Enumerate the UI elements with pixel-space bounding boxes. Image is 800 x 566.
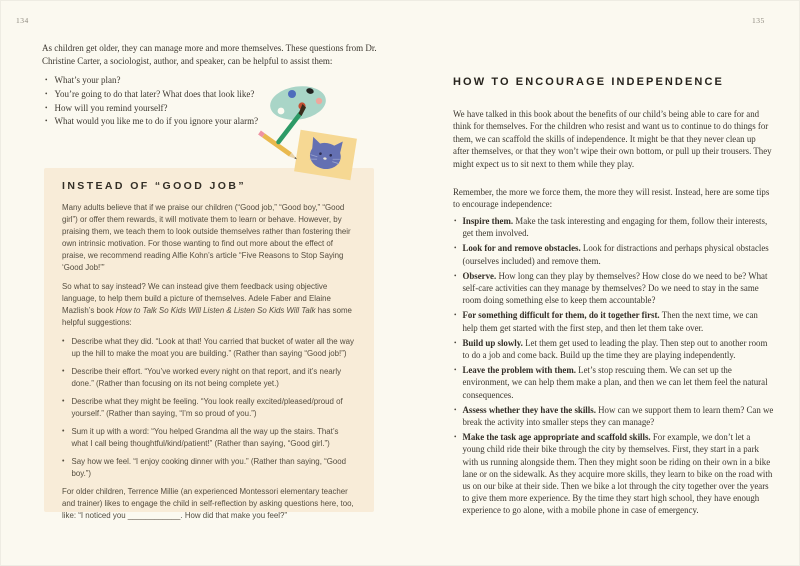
- tip-text: [462, 364, 774, 401]
- tip-text: [462, 242, 774, 266]
- tip-lead: Inspire them.: [462, 216, 514, 226]
- page-number-left: 134: [16, 16, 29, 25]
- instead-of-good-job-box: [44, 168, 374, 520]
- tip-lead: For something difficult for them, do it together first.: [462, 310, 660, 321]
- tip-body: How long can they play by themselves? How close do we need to be? What self-care activities can they manage by themselves? Do we need to stay in the same room doing something else to keep them accountable?: [462, 270, 768, 306]
- bullet-icon: •: [454, 405, 457, 414]
- list-item: [454, 404, 774, 428]
- list-item: [62, 396, 355, 420]
- box-closing-paragraph: For older children, Terrence Millie (an experienced Montessori elementary teacher and trainer) likes to engage the child in self-reflection by asking questions here, too, like: “I noticed you ____________. How did that make you feel?”: [62, 487, 354, 520]
- bullet-icon: •: [62, 368, 65, 375]
- tip-text: [462, 404, 774, 428]
- bullet-icon: •: [62, 458, 65, 465]
- tip-text: [462, 309, 774, 333]
- bullet-icon: •: [454, 217, 457, 225]
- bullet-icon: •: [454, 271, 457, 280]
- tips-list: [454, 215, 774, 520]
- tip-lead: Make the task age appropriate and scaffold skills.: [462, 432, 651, 443]
- questions-list: [45, 74, 258, 129]
- list-item: [454, 431, 774, 516]
- bullet-icon: •: [62, 398, 65, 405]
- suggestion-text: Sum it up with a word: “You helped Grandma all the way up the stairs. That’s what I call being thoughtful/kind/patient!” (Rather than saying, “Good girl.”): [71, 427, 339, 448]
- box-title: INSTEAD OF “GOOD JOB”: [62, 180, 246, 192]
- box-paragraph: Many adults believe that if we praise our children (“Good job,” “Good boy,” “Good girl”) or offer them rewards, it will motivate them to learn or behave. However, by praising them, we teach them to look outside themselves rather than fostering their own intrinsic motivation. For those wanting to find out more about the effect of praise, we recommend reading Alfie Kohn’s article “Five Reasons to Stop Saying ‘Good Job!’”: [62, 203, 351, 272]
- pencil-icon: [258, 131, 298, 162]
- tip-body: Look for distractions and perhaps physical obstacles (ourselves included) and remove them.: [462, 243, 769, 266]
- left-intro-paragraph: As children get older, they can manage more and more themselves. These questions from Dr. Christine Carter, a sociologist, author, and speaker, can be helpful to assist them:: [42, 43, 377, 67]
- list-item: [62, 426, 355, 450]
- bullet-icon: •: [454, 338, 457, 347]
- right-paragraph-2: Remember, the more we force them, the more they will resist. Instead, here are some tips to encourage independence:: [453, 187, 770, 210]
- bullet-icon: •: [62, 428, 65, 435]
- question-text: What would you like me to do if you ignore your alarm?: [54, 116, 259, 127]
- question-text: How will you remind yourself?: [54, 102, 168, 113]
- list-item: [62, 336, 355, 360]
- list-item: [62, 366, 355, 390]
- bullet-icon: •: [45, 89, 48, 98]
- art-supplies-illustration: [245, 80, 365, 195]
- list-item: [45, 88, 258, 102]
- cat-drawing-icon: [294, 130, 357, 180]
- right-paragraph-1: We have talked in this book about the benefits of our child’s being able to care for and think for themselves. For the children who resist and want us to continue to do things for them, we can scaffold the skills of independence. It might be that they never clean up after themselves, or that they won’t wipe their own bottom, or pull up their trousers. They might expect us to sit next to them while they play.: [453, 109, 772, 169]
- tip-body: How can we support them to learn them? Can we break the activity into smaller steps they can manage?: [462, 404, 774, 428]
- bullet-icon: •: [454, 311, 457, 320]
- list-item: [454, 242, 774, 266]
- box-paragraph: [62, 281, 355, 329]
- tip-body: Let them get used to leading the play. Then step out to another room to do a job and come back. Build up the time they are playing independently.: [462, 337, 768, 361]
- suggestion-text: Describe what they did. “Look at that! You carried that bucket of water all the way up the hill to make the moat you are building.” (Rather than saying “Good job!”): [71, 337, 354, 358]
- bullet-icon: •: [45, 76, 48, 84]
- list-item: [45, 115, 258, 129]
- tip-text: [462, 215, 774, 239]
- tip-text: [462, 337, 774, 361]
- question-text: You’re going to do that later? What does that look like?: [54, 88, 255, 99]
- bullet-icon: •: [45, 103, 48, 112]
- list-item: [45, 74, 258, 88]
- bullet-icon: •: [454, 244, 457, 253]
- bullet-icon: •: [62, 338, 65, 345]
- bullet-icon: •: [454, 366, 457, 375]
- list-item: [454, 215, 774, 239]
- tip-text: [462, 270, 774, 307]
- bullet-icon: •: [45, 117, 48, 126]
- list-item: [454, 364, 774, 401]
- book-title-italic: How to Talk So Kids Will Listen & Listen So Kids Will Talk: [115, 306, 316, 315]
- suggestion-text: Describe their effort. “You’ve worked every night on that report, and it’s nearly done.” (Rather than focusing on its not being complete yet.): [71, 367, 342, 388]
- tip-body: For example, we don’t let a young child ride their bike through the city by themselves. First, they start in a park with us running alongside them. Then they might soon be riding on their own in a bike lane or on the sidewalk. As they acquire more skills, they learn to bike on the road with us on our bike at their side. Then we bike a lot through the city together over the years to give them more experience. By the time they start high school, they have enough experience to go alone, with a mobile phone in case of emergency.: [462, 432, 773, 516]
- page-title: HOW TO ENCOURAGE INDEPENDENCE: [453, 76, 724, 88]
- list-item: [454, 337, 774, 361]
- tip-body: Make the task interesting and engaging for them, follow their interests, get them involved.: [462, 216, 768, 239]
- tip-lead: Observe.: [462, 270, 497, 281]
- tip-text: [462, 431, 774, 516]
- suggestion-text: Describe what they might be feeling. “You look really excited/pleased/proud of yourself.” (Rather than saying, “I’m so proud of you.”): [71, 397, 343, 418]
- list-item: [45, 102, 258, 116]
- tip-lead: Build up slowly.: [462, 337, 523, 348]
- tip-body: Let’s stop rescuing them. We can set up the environment, we can help them make a plan, and then we can let them feel the natural consequences.: [462, 365, 768, 400]
- tip-lead: Leave the problem with them.: [462, 365, 576, 376]
- list-item: [62, 456, 355, 480]
- box-paragraph-text: So what to say instead? We can instead give them feedback using objective language, to help them build a picture of themselves. Adele Faber and Elaine Mazlish’s book: [62, 282, 331, 315]
- tip-lead: Look for and remove obstacles.: [462, 243, 581, 254]
- tip-body: Then the next time, we can help them get started with the first step, and then let them take over.: [462, 310, 758, 333]
- tip-lead: Assess whether they have the skills.: [462, 404, 596, 415]
- bullet-icon: •: [454, 433, 457, 442]
- page-number-right: 135: [752, 16, 765, 25]
- box-paragraph-text: has some helpful suggestions:: [62, 306, 352, 327]
- list-item: [454, 309, 774, 333]
- question-text: What’s your plan?: [54, 75, 121, 85]
- suggestion-text: Say how we feel. “I enjoy cooking dinner with you.” (Rather than saying, “Good boy.”): [71, 457, 347, 478]
- suggestions-list: [62, 336, 355, 480]
- list-item: [454, 270, 774, 307]
